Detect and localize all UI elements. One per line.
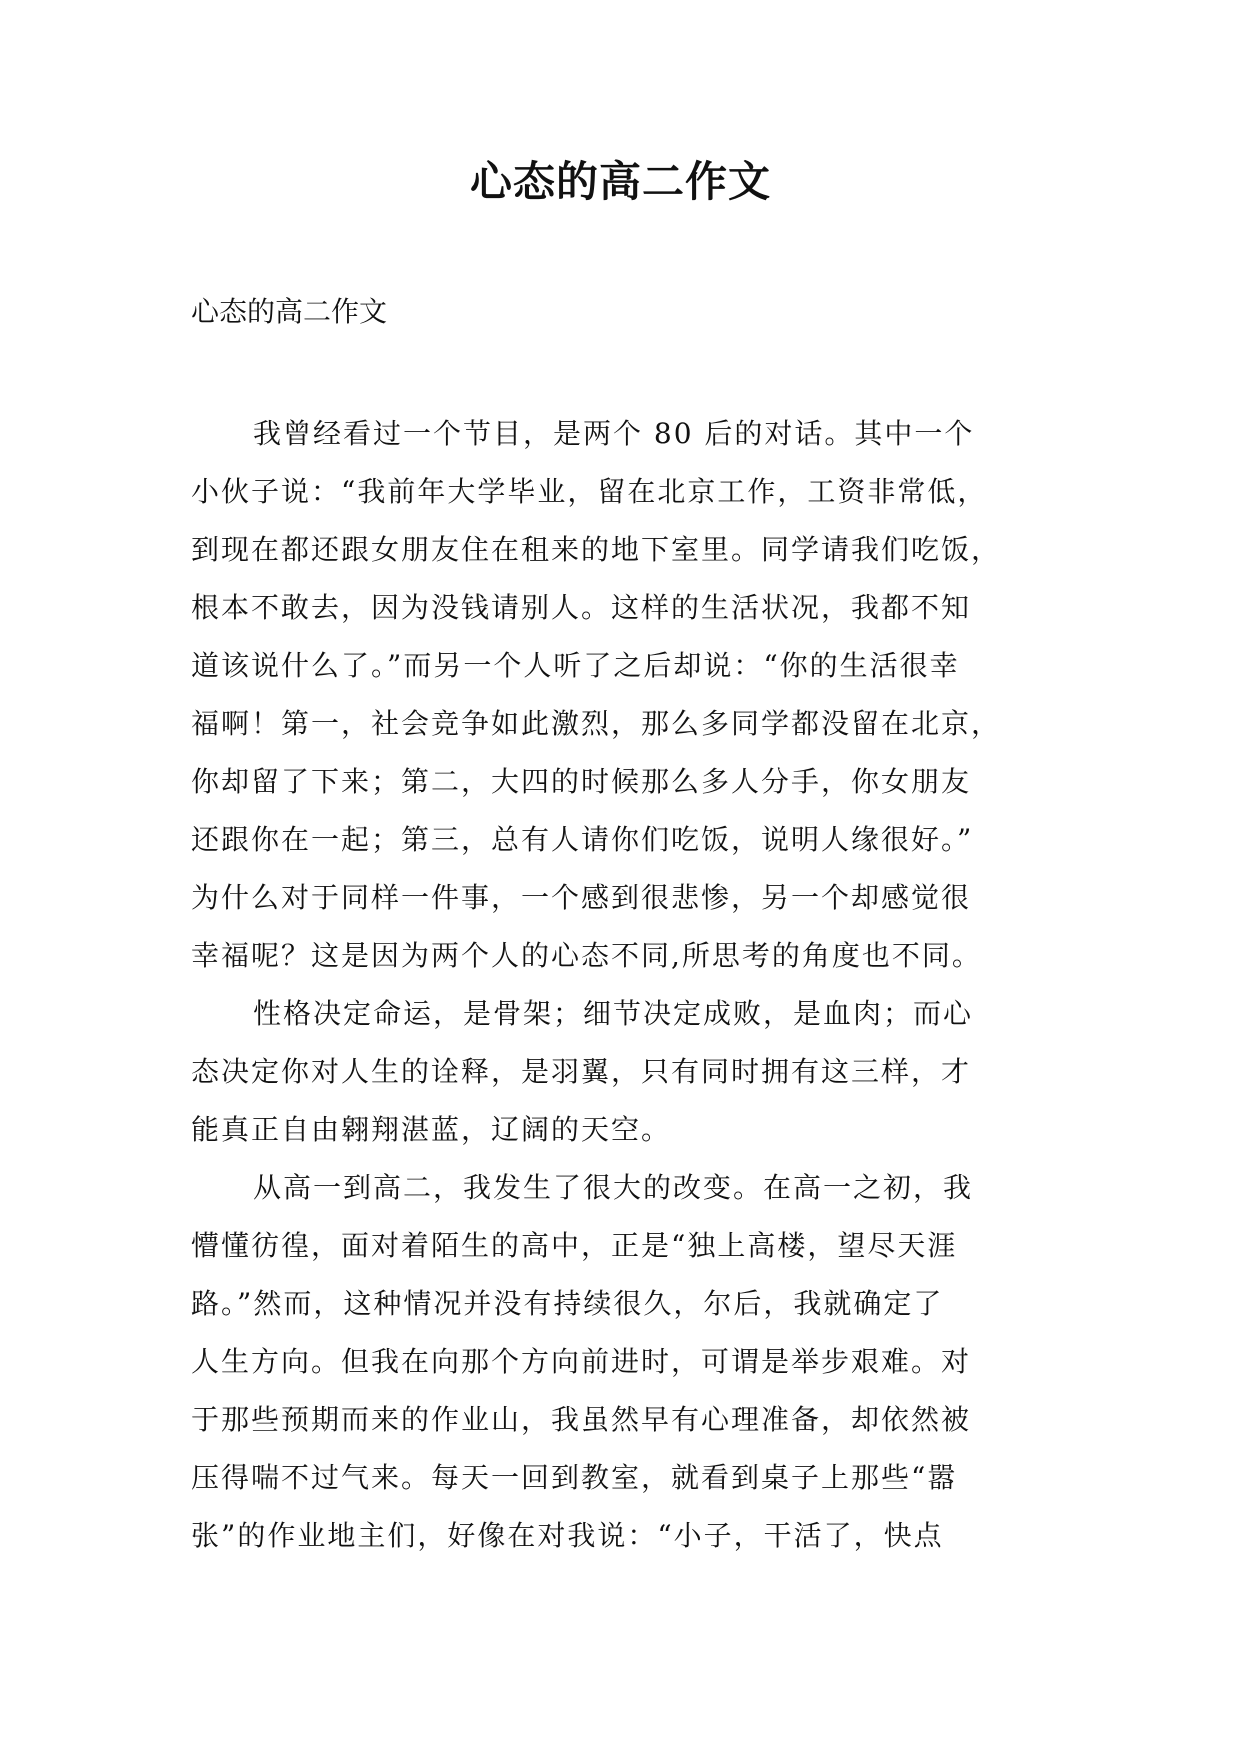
essay-line: 从高一到高二，我发生了很大的改变。在高一之初，我 [253,1171,974,1204]
essay-body [191,405,1059,1565]
essay-line: 路。”然而，这种情况并没有持续很久，尔后，我就确定了 [191,1287,944,1320]
essay-line: 于那些预期而来的作业山，我虽然早有心理准备，却依然被 [191,1403,972,1436]
essay-line: 根本不敢去，因为没钱请别人。这样的生活状况，我都不知 [191,591,972,624]
essay-line: 性格决定命运，是骨架；细节决定成败，是血肉；而心 [253,997,974,1030]
essay-line: 压得喘不过气来。每天一回到教室，就看到桌子上那些“嚣 [191,1461,958,1494]
essay-line: 人生方向。但我在向那个方向前进时，可谓是举步艰难。对 [191,1345,972,1378]
document-title: 心态的高二作文 [469,157,771,206]
essay-line: 幸福呢？这是因为两个人的心态不同,所思考的角度也不同。 [191,939,982,972]
essay-line: 到现在都还跟女朋友住在租来的地下室里。同学请我们吃饭， [191,533,1002,566]
essay-line: 福啊！第一，社会竞争如此激烈，那么多同学都没留在北京， [191,707,1002,740]
essay-line: 懵懂彷徨，面对着陌生的高中，正是“独上高楼，望尽天涯 [191,1229,958,1262]
essay-line: 张”的作业地主们，好像在对我说：“小子，干活了，快点 [191,1519,944,1552]
document-subtitle: 心态的高二作文 [191,295,388,328]
essay-line: 能真正自由翱翔湛蓝，辽阔的天空。 [191,1113,672,1146]
essay-line: 小伙子说：“我前年大学毕业，留在北京工作，工资非常低， [191,475,988,508]
essay-line: 我曾经看过一个节目，是两个 80 后的对话。其中一个 [253,417,975,450]
essay-line: 还跟你在一起；第三，总有人请你们吃饭，说明人缘很好。” [191,823,974,856]
essay-line: 道该说什么了。”而另一个人听了之后却说：“你的生活很幸 [191,649,960,682]
essay-line: 为什么对于同样一件事，一个感到很悲惨，另一个却感觉很 [191,881,972,914]
essay-line: 态决定你对人生的诠释，是羽翼，只有同时拥有这三样，才 [191,1055,972,1088]
essay-line: 你却留了下来；第二，大四的时候那么多人分手，你女朋友 [191,765,972,798]
